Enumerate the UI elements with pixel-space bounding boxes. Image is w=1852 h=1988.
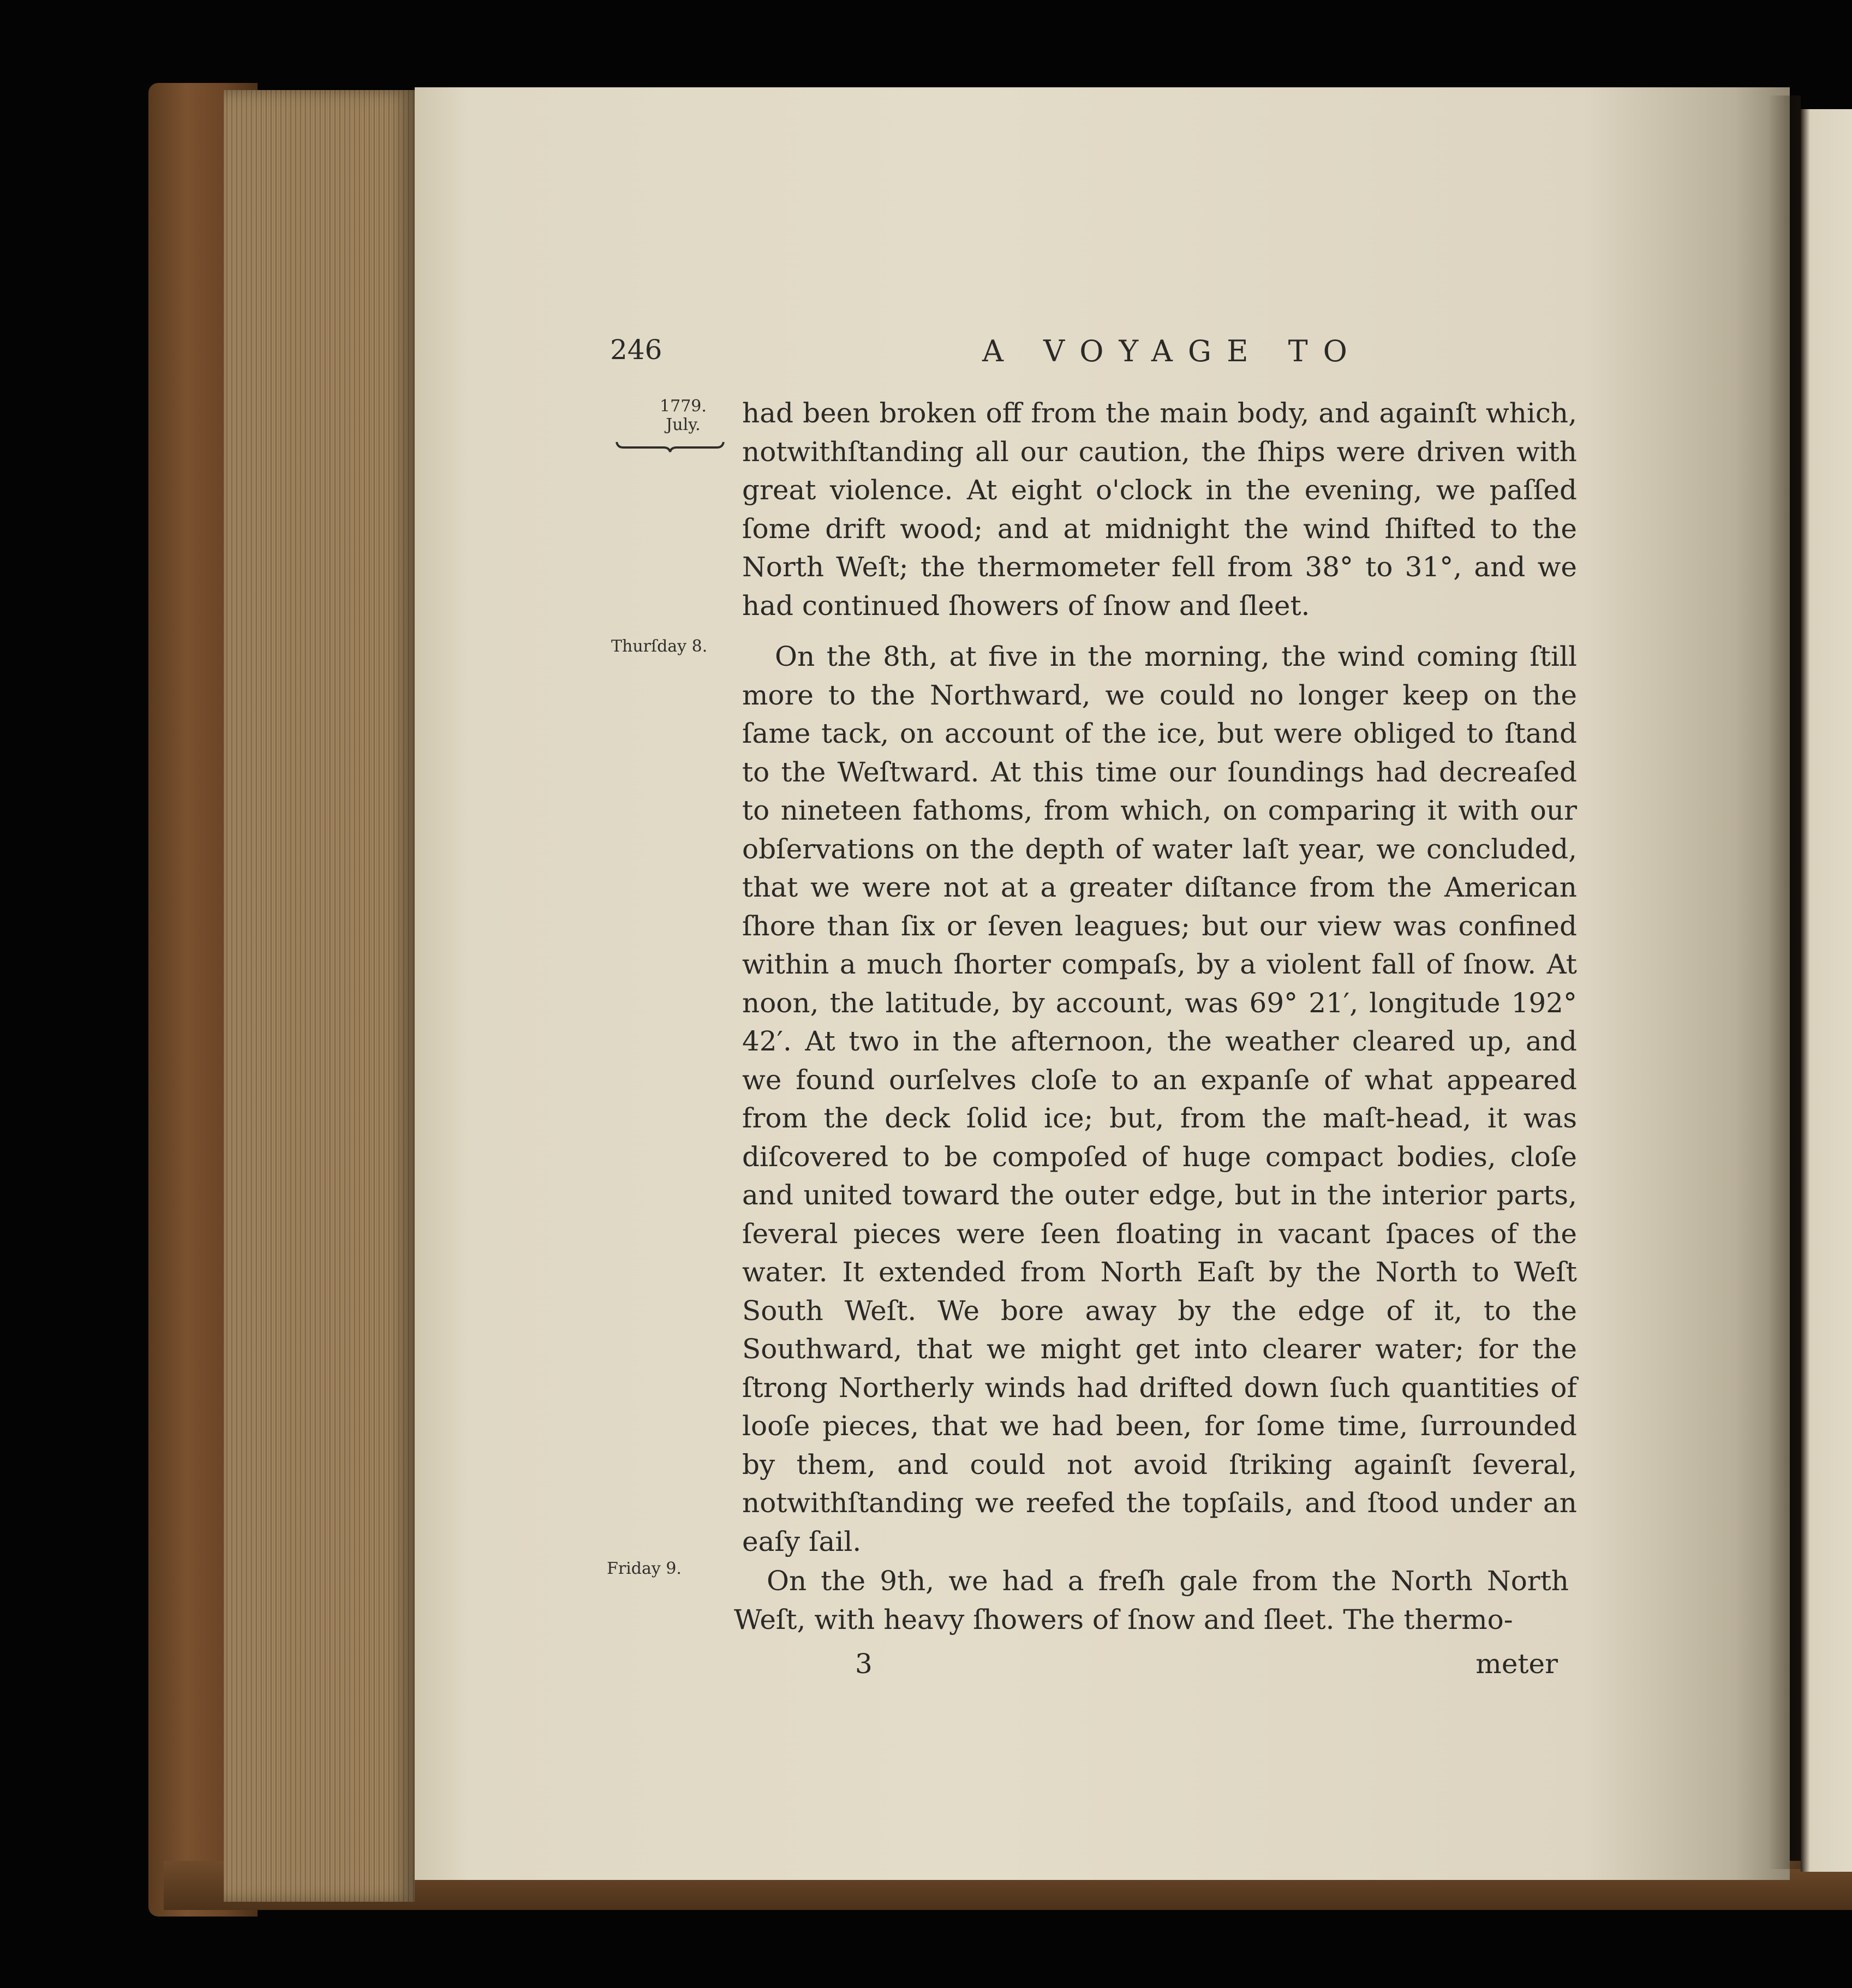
running-head: A VOYAGE TO	[982, 334, 1363, 368]
margin-brace	[616, 440, 725, 453]
paragraph-1	[742, 394, 1577, 625]
margin-note-friday: Friday 9.	[607, 1559, 682, 1578]
margin-note-date	[645, 397, 721, 434]
paragraph-3-text: On the 9th, we had a freſh gale from the North North Weſt, with heavy ſhowers of ſnow and ſleet. The thermo-	[734, 1565, 1569, 1635]
margin-note-thursday: Thurſday 8.	[611, 637, 708, 656]
margin-note-year: 1779.	[660, 397, 707, 416]
paragraph-2	[742, 637, 1577, 1561]
paragraph-3	[734, 1562, 1569, 1639]
margin-note-month: July.	[666, 415, 701, 434]
facing-page-edge	[1801, 109, 1852, 1872]
signature-mark: 3	[855, 1648, 873, 1680]
catchword: meter	[1475, 1648, 1558, 1680]
paragraph-2-text: On the 8th, at five in the morning, the wind coming ſtill more to the Northward, we could no longer keep on the ſame tack, on account of the ice, but were obliged to ſtand to the Weſtward. At this time our ſoundings had decreaſed to nineteen fathoms, from which, on comparing it with our obſervations on the depth of water laſt year, we concluded, that we were not at a greater diſtance from the American ſhore than ſix or ſeven leagues; but our view was confined within a much ſhorter compaſs, by a violent fall of ſnow. At noon, the latitude, by account, was 69° 21′, longitude 192° 42′. At two in the afternoon, the weather cleared up, and we found ourſelves cloſe to an expanſe of what appeared from the deck ſolid ice; but, from the maſt-head, it was diſcovered to be compoſed of huge compact bodies, cloſe and united toward the outer edge, but in the interior parts, ſeveral pieces were ſeen floating in vacant ſpaces of the water. It extended from North Eaſt by the North to Weſt South Weſt. We bore away by the edge of it, to the Southward, that we might get into clearer water; for the ſtrong Northerly winds had drifted down ſuch quantities of looſe pieces, that we had been, for ſome time, ſurrounded by them, and could not avoid ſtriking againſt ſeveral, notwithſtanding we reefed the topſails, and ſtood under an eaſy ſail.	[742, 641, 1577, 1557]
page-edges	[224, 90, 415, 1902]
book-gutter	[1768, 95, 1801, 1869]
page-number: 246	[610, 334, 662, 366]
paragraph-1-text: had been broken off from the main body, and againſt which, notwithſtanding all our caution, the ſhips were driven with great violence. At eight o'clock in the evening, we paſſed ſome drift wood; and at midnight the wind ſhifted to the North Weſt; the thermometer fell from 38° to 31°, and we had continued ſhowers of ſnow and ſleet.	[742, 397, 1577, 622]
